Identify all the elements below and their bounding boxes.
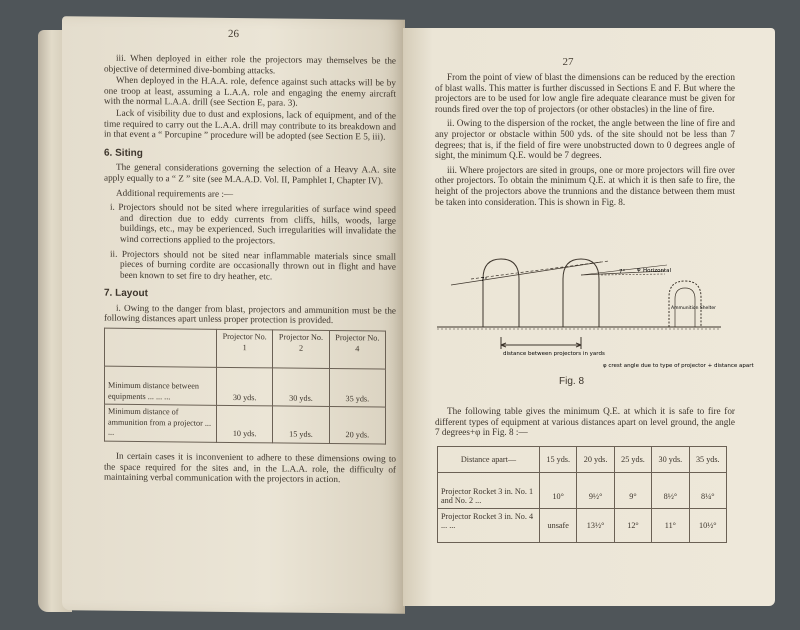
table-row — [105, 366, 386, 407]
figure-label-distance: distance between projectors in yards — [503, 351, 605, 357]
qe-table — [437, 446, 727, 543]
section-7-title: 7. Layout — [104, 287, 148, 300]
closing-paragraph: In certain cases it is inconvenient to adhere to these dimensions owing to the space required for the sites and, in the L.A.A. role, the difficulty of maintaining verbal communication with the projectors in action. — [104, 450, 396, 485]
table-cell: unsafe — [540, 509, 577, 543]
table-cell: 20 yds. — [329, 407, 385, 444]
figure-label-crest: φ crest angle due to type of projector + distance apart — [603, 363, 754, 369]
table-cell: 10° — [540, 473, 577, 509]
figure-label-angle-1: 7° — [481, 277, 488, 283]
figure-label-angle-2: 7° — [619, 269, 626, 275]
table-cell: Projector Rocket 3 in. No. 1 and No. 2 ... — [438, 473, 540, 509]
table-cell: 30 yds. — [273, 368, 329, 407]
paragraph-lack: Lack of visibility due to dust and explosions, lack of equipment, and of the time required to carry out the L.A.A. drill may contribute to its breakdown and in that event a “ Porcupine ” procedure will be adopted (see Section E 5, iii). — [104, 107, 396, 142]
right-page-upper-text — [435, 72, 735, 211]
table-cell: 8¼° — [689, 473, 726, 509]
table-cell: 30 yds. — [217, 367, 273, 406]
projector-2-outline — [563, 259, 599, 327]
table-header-cell: Projector No. 1 — [217, 329, 273, 368]
paragraph-blast: From the point of view of blast the dimensions can be reduced by the erection of blast walls. This matter is further discussed in Sections E and F. But where the projectors are to be used for low angle fire adequate clearance must be given for rounds fired over the top of projectors (or other obstacles) in the line of fire. — [435, 72, 735, 114]
table-cell: 10 yds. — [217, 406, 273, 443]
table-header-cell: 30 yds. — [652, 447, 689, 473]
right-page-number: 27 — [562, 56, 574, 68]
section-6-intro: The general considerations governing the selection of a Heavy A.A. site apply equally to a “ Z ” site (see M.A.A.D. Vol. II, Pamphlet I, Chapter IV). — [104, 162, 396, 186]
table-header-cell: 15 yds. — [540, 447, 577, 473]
table-cell: Projector Rocket 3 in. No. 4 ... ... — [438, 509, 540, 543]
table-cell: Minimum distance of ammunition from a projector ... ... — [105, 404, 217, 442]
paragraph-iii: iii. When deployed in either role the projectors may themselves be the objective of determined dive-bombing attacks. — [104, 52, 396, 76]
table-header-cell: 25 yds. — [614, 447, 651, 473]
table-cell: Minimum distance between equipments ... ... ... — [105, 366, 217, 405]
figure-label-angle-3: φ — [637, 267, 641, 273]
table-cell: 15 yds. — [273, 406, 329, 443]
left-page-number: 26 — [228, 27, 239, 41]
section-6-item-ii: ii. Projectors should not be sited near inflammable materials since small pieces of burning cordite are occasionally thrown out in flight and have been known to set fire to dry heather, etc. — [110, 248, 396, 282]
table-cell: 10½° — [689, 509, 726, 543]
section-7-intro: i. Owing to the danger from blast, projectors and ammunition must be the following distances apart unless proper protection is provided. — [104, 302, 396, 326]
table-row — [438, 509, 727, 543]
table-header-cell: 35 yds. — [689, 447, 726, 473]
right-page — [403, 28, 775, 606]
table-cell: 12° — [614, 509, 651, 543]
figure-caption: Fig. 8 — [559, 376, 585, 387]
left-page — [62, 16, 405, 614]
table-cell: 13½° — [577, 509, 614, 543]
figure-label-ammunition: Ammunition Shelter — [671, 306, 716, 311]
paragraph-ii: ii. Owing to the dispersion of the rocket, the angle between the line of fire and any projector or obstacle within 500 yds. of the site should not be less than 7 degrees; that is, if the field of fire were unobstructed down to 0 degrees angle of sight, the minimum Q.E. would be 7 degrees. — [435, 118, 735, 161]
distance-table — [104, 328, 386, 445]
table-cell: 8½° — [652, 473, 689, 509]
table-cell: 11° — [652, 509, 689, 543]
table-cell: 9° — [614, 473, 651, 509]
paragraph-table-intro: The following table gives the minimum Q.E. at which it is safe to fire for different types of equipment at various distances apart on level ground, the angle 7 degrees+φ in Fig. 8 :— — [435, 406, 735, 438]
table-header-row — [438, 447, 727, 473]
figure-8-diagram — [431, 241, 754, 371]
table-header-cell: Projector No. 4 — [329, 331, 385, 370]
fire-line-1 — [451, 262, 601, 285]
projector-1-outline — [483, 259, 519, 327]
paragraph-hla: When deployed in the H.A.A. role, defence against such attacks will be by one troop at least, assuming a L.A.A. role and engaging the enemy aircraft with the normal L.A.A. drill (see Section E, para. 3). — [104, 74, 396, 109]
table-header-cell: Distance apart— — [438, 447, 540, 473]
table-cell: 35 yds. — [329, 369, 385, 408]
table-header-row — [105, 328, 386, 369]
figure-label-horizontal: Horizontal — [643, 268, 672, 274]
section-6-title: 6. Siting — [104, 147, 143, 159]
table-row — [105, 404, 386, 444]
table-header-cell: Projector No. 2 — [273, 330, 329, 369]
table-header-cell: 20 yds. — [577, 447, 614, 473]
table-header-cell — [105, 328, 217, 367]
table-row — [438, 473, 727, 509]
table-cell: 9½° — [577, 473, 614, 509]
section-6-additional: Additional requirements are :— — [116, 187, 234, 199]
paragraph-iii-right: iii. Where projectors are sited in groups, one or more projectors will fire over other projectors. To obtain the minimum Q.E. at which it is then safe to fire, the height of the projectors above the trunnions and the distance between them must be taken into consideration. This is shown in Fig. 8. — [435, 164, 735, 207]
section-6-item-i: i. Projectors should not be sited where irregularities of surface wind speed and direction due to eddy currents from cliffs, hills, woods, large buildings, etc., may be experienced. Such irregularities will invalidate the wind corrections applied to the projectors. — [110, 201, 396, 246]
left-page-body — [104, 53, 396, 490]
right-page-lower-text — [435, 406, 735, 442]
